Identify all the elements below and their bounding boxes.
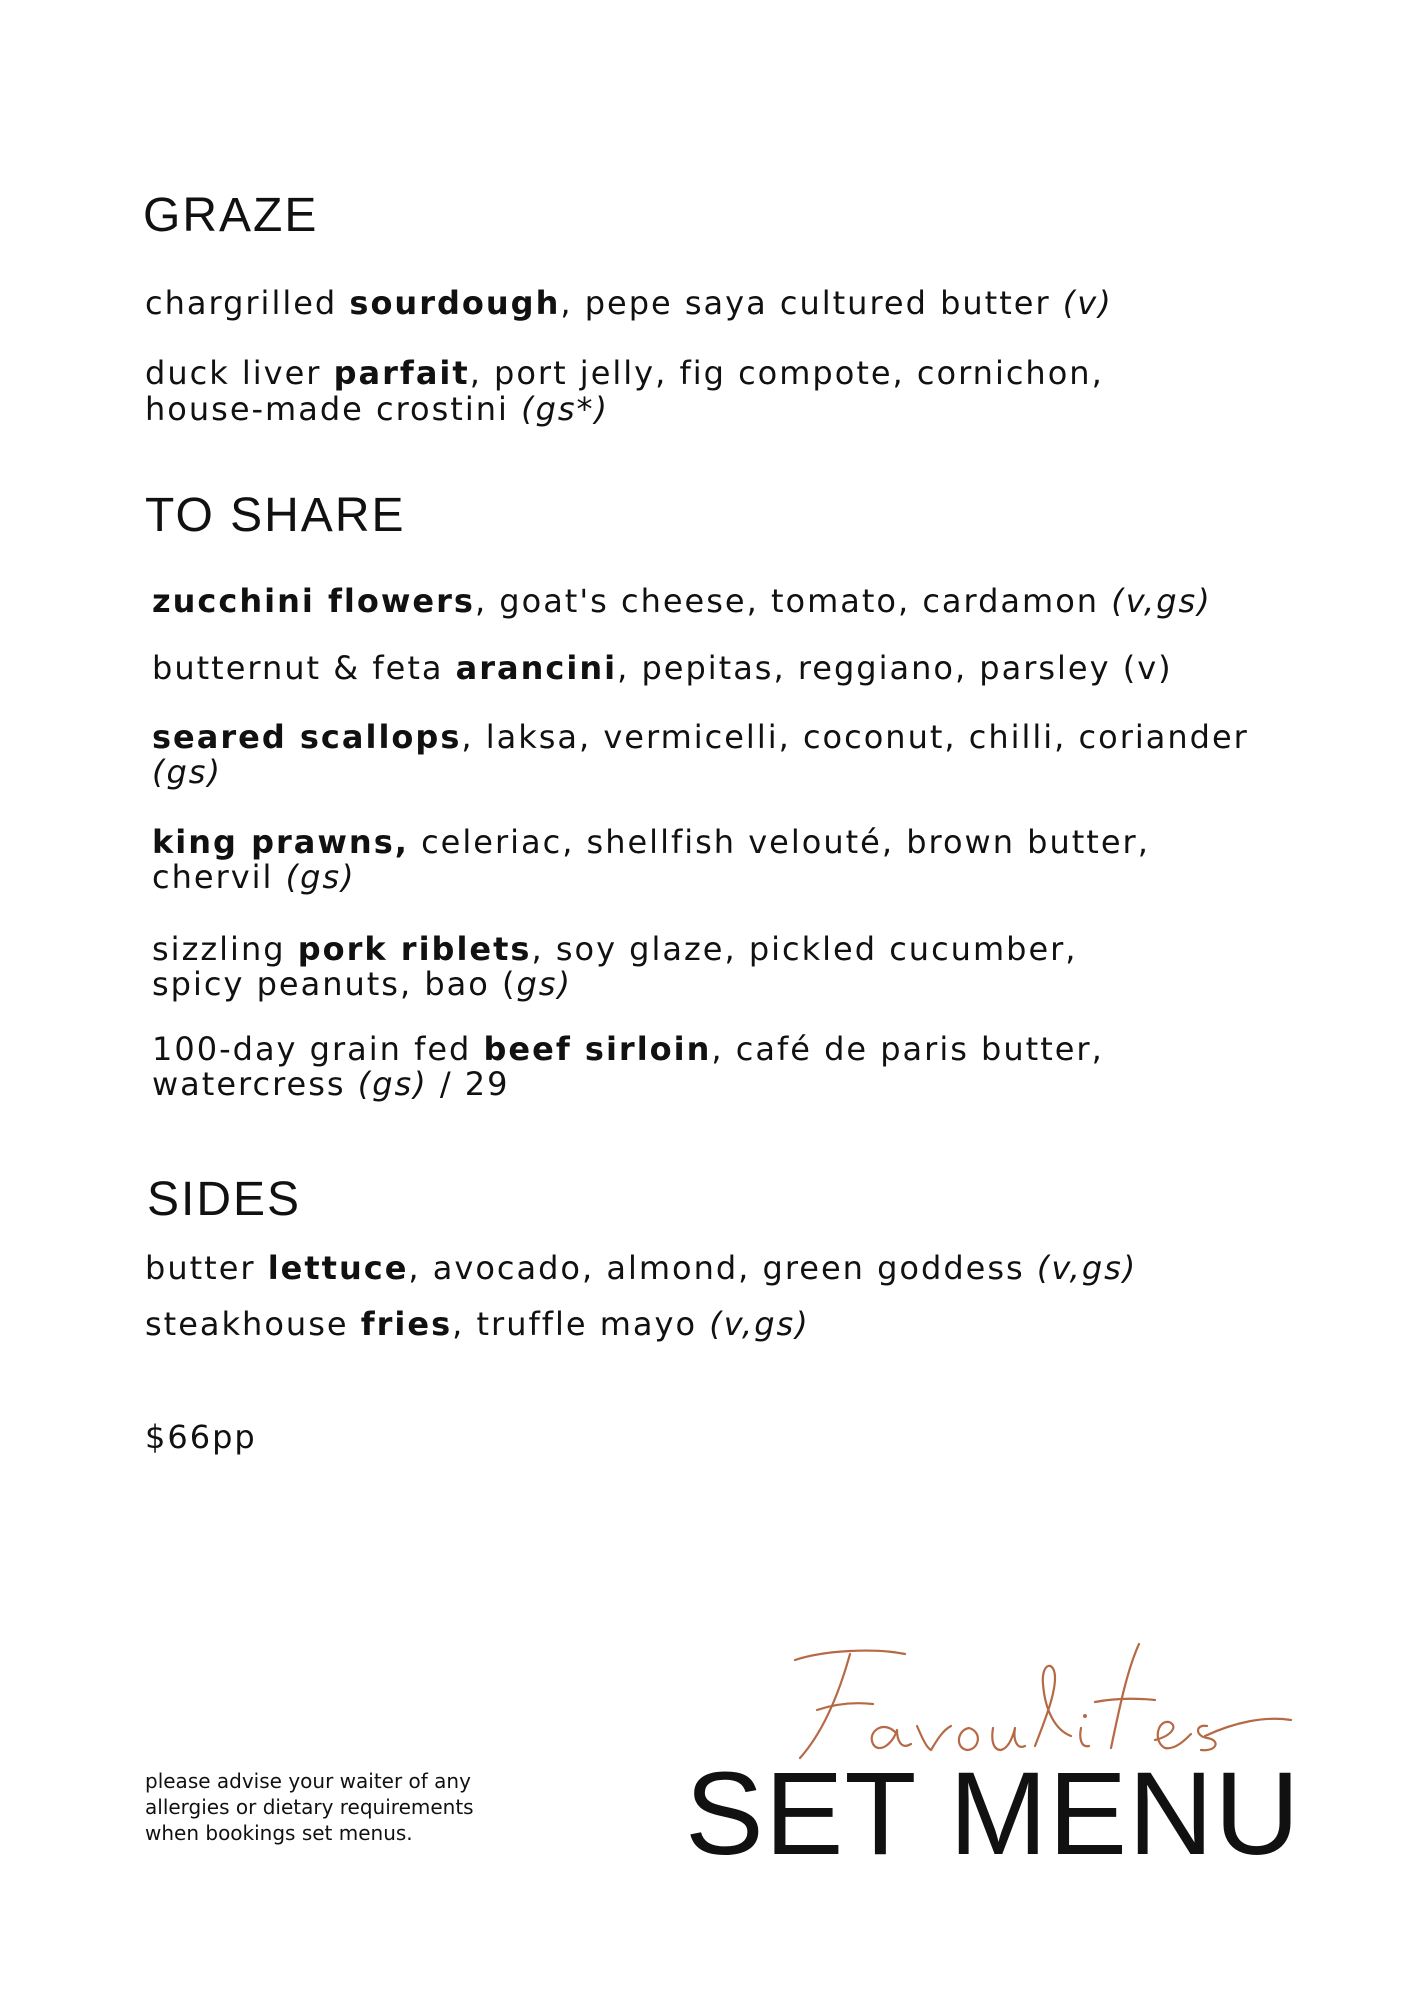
- item-dietary-tag: (gs): [357, 1065, 428, 1103]
- section-heading-to-share: TO SHARE: [145, 489, 406, 542]
- set-menu-title: SET MENU: [685, 1748, 1301, 1880]
- menu-item-lettuce: [145, 1250, 1255, 1286]
- item-dietary-tag: (gs): [152, 753, 222, 791]
- item-dish-name: arancini: [455, 649, 618, 687]
- item-dish-name: beef sirloin: [483, 1030, 712, 1068]
- item-dietary-tag: gs): [516, 965, 572, 1003]
- menu-item-parfait: [145, 355, 1125, 427]
- menu-item-pork-riblets: [152, 932, 1162, 1002]
- section-heading-graze: GRAZE: [143, 189, 319, 242]
- item-dietary-tag: (gs): [285, 858, 356, 896]
- item-dish-name: lettuce: [267, 1249, 409, 1287]
- set-menu-price: $66pp: [145, 1418, 257, 1456]
- item-dish-name: parfait: [333, 354, 470, 392]
- dietary-note-line: please advise your waiter of any: [145, 1769, 471, 1793]
- dietary-note: [145, 1768, 565, 1846]
- menu-item-sourdough: [145, 285, 1255, 321]
- item-prefix: duck liver: [145, 354, 334, 392]
- item-description: celeriac, shellfish velouté, brown butter, chervil: [152, 823, 1150, 896]
- item-prefix: sizzling: [152, 930, 298, 968]
- item-prefix: 100-day grain fed: [152, 1030, 484, 1068]
- item-description: , soy glaze, pickled cucumber, spicy peanuts, bao (: [152, 930, 1078, 1003]
- item-dietary-tag: (gs*): [521, 390, 610, 428]
- item-description: , truffle mayo: [452, 1305, 710, 1343]
- item-prefix: butter: [145, 1249, 268, 1287]
- menu-item-arancini: [152, 650, 1262, 686]
- dietary-note-line: allergies or dietary requirements: [145, 1795, 474, 1819]
- item-dietary-tag: (v,gs): [1111, 582, 1212, 620]
- item-prefix: steakhouse: [145, 1305, 361, 1343]
- item-prefix: butternut & feta: [152, 649, 456, 687]
- dietary-note-line: when bookings set menus.: [145, 1821, 413, 1845]
- section-heading-sides: SIDES: [147, 1173, 302, 1226]
- item-prefix: chargrilled: [145, 284, 350, 322]
- item-description: , pepe saya cultured butter: [560, 284, 1063, 322]
- item-price: / 29: [427, 1065, 510, 1103]
- item-description: , café de paris butter, watercress: [152, 1030, 1104, 1103]
- item-dietary-tag: (v,gs): [1036, 1249, 1138, 1287]
- item-dish-name: zucchini flowers: [152, 582, 475, 620]
- item-dish-name: king prawns,: [152, 823, 409, 861]
- item-description: , pepitas, reggiano, parsley (v): [617, 649, 1173, 687]
- item-description: , goat's cheese, tomato, cardamon: [474, 582, 1112, 620]
- item-dish-name: seared scallops: [152, 718, 462, 756]
- item-dish-name: fries: [360, 1305, 453, 1343]
- item-dish-name: pork riblets: [297, 930, 532, 968]
- item-description: , port jelly, fig compote, cornichon, house-made crostini: [145, 354, 1104, 428]
- menu-item-seared-scallops: [152, 720, 1262, 790]
- item-dietary-tag: (v): [1062, 284, 1113, 322]
- menu-item-king-prawns: [152, 825, 1152, 895]
- menu-item-beef-sirloin: [152, 1032, 1142, 1102]
- menu-item-zucchini-flowers: [152, 583, 1262, 619]
- item-description: , avocado, almond, green goddess: [408, 1249, 1037, 1287]
- item-dish-name: sourdough: [349, 284, 561, 322]
- item-dietary-tag: (v,gs): [709, 1305, 810, 1343]
- item-description: , laksa, vermicelli, coconut, chilli, coriander: [461, 718, 1249, 756]
- menu-item-fries: [145, 1306, 1255, 1342]
